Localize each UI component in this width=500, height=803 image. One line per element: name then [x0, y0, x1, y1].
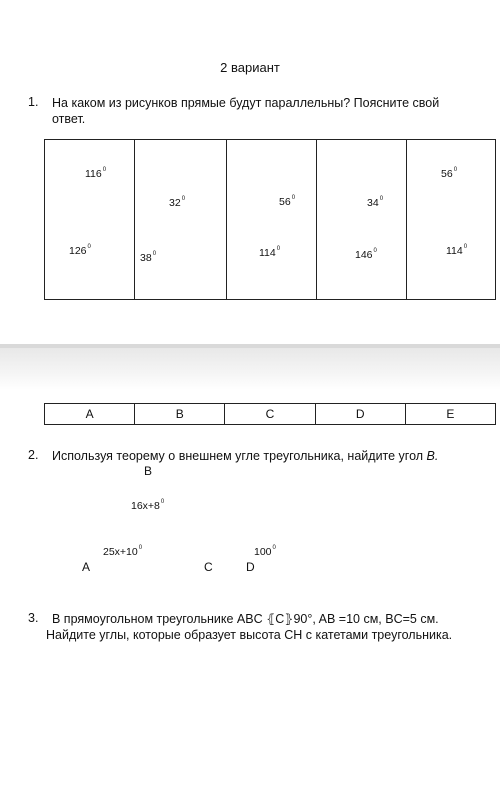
page-break-band — [0, 344, 500, 390]
figure-5-angle-top: $56^0$ — [441, 167, 458, 180]
answer-table — [44, 403, 496, 425]
q2-number: 2. — [28, 448, 39, 462]
figure-divider — [316, 140, 317, 299]
figure-4-angle-top: $34^0$ — [367, 196, 384, 209]
figure-1-angle-top: $116^0$ — [85, 167, 107, 180]
angle-d-value: $100^0$ — [254, 545, 276, 558]
q3-text-line2: Найдите углы, которые образует высота CH с катетами треугольника. — [46, 628, 453, 642]
vertex-c-label: C — [204, 560, 213, 574]
figure-2-angle-top: $32^0$ — [169, 196, 186, 209]
answer-option-a: A — [85, 407, 94, 421]
vertex-b-label: B — [144, 464, 153, 478]
q2-text: Используя теорему о внешнем угле треугольника, найдите угол B. — [52, 449, 439, 463]
figure-4-angle-bottom: $146^0$ — [355, 248, 377, 261]
answer-option-d: D — [315, 404, 405, 424]
angle-a-expression: $25x+10^0$ — [103, 545, 143, 558]
page-break-line — [0, 344, 500, 348]
answer-option-b: B — [134, 404, 224, 424]
q3-text-line1: В прямоугольном треугольнике ABC ⦃C⦄90°, AB =10 см, BC=5 см. — [52, 612, 439, 626]
figure-divider — [226, 140, 227, 299]
q1-number: 1. — [28, 95, 39, 109]
figure-3-angle-bottom: $114^0$ — [259, 246, 281, 259]
answer-option-c: C — [224, 404, 314, 424]
figure-divider — [406, 140, 407, 299]
figures-table — [44, 139, 496, 300]
q1-text-line1: На каком из рисунков прямые будут параллельны? Поясните свой — [52, 96, 440, 110]
figure-divider — [134, 140, 135, 299]
vertex-a-label: A — [82, 560, 91, 574]
vertex-d-label: D — [246, 560, 255, 574]
answer-option-e: E — [405, 404, 495, 424]
figure-5-angle-bottom: $114^0$ — [446, 244, 468, 257]
figure-3-angle-top: $56^0$ — [279, 195, 296, 208]
figure-1-angle-bottom: $126^0$ — [69, 244, 91, 257]
figure-2-angle-bottom: $38^0$ — [140, 251, 157, 264]
q1-text-line2: ответ. — [52, 112, 86, 126]
page-title: 2 вариант — [220, 60, 280, 75]
q3-number: 3. — [28, 611, 39, 625]
angle-b-expression: $16x+8^0$ — [131, 499, 165, 512]
